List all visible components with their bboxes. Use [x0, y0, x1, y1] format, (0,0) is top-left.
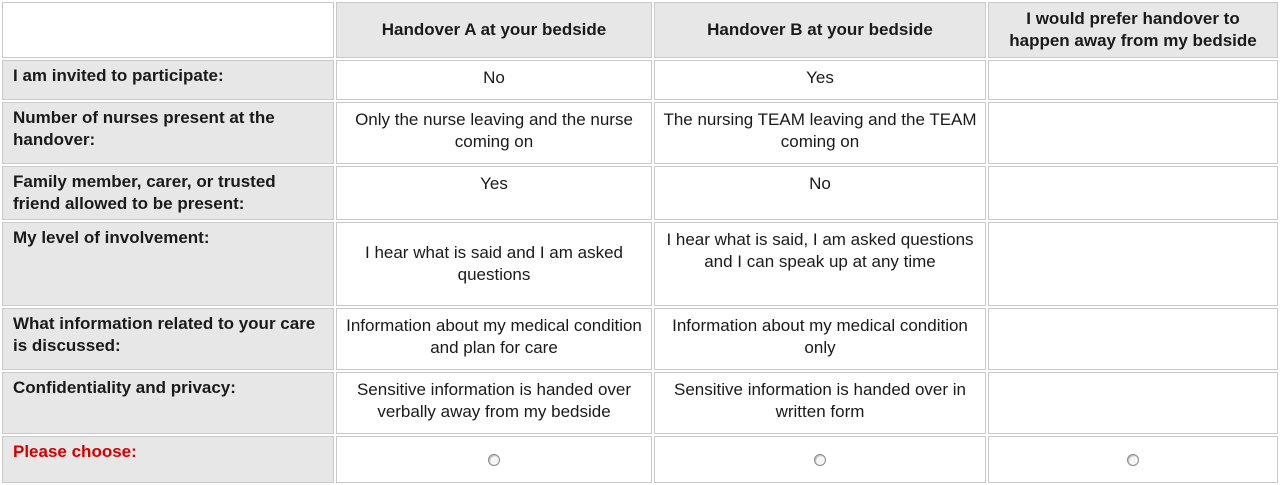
cell-prefer-information [988, 308, 1278, 370]
please-choose-label: Please choose: [2, 436, 334, 483]
row-label-nurses: Number of nurses present at the handover: [2, 102, 334, 164]
choice-cell-a [336, 436, 652, 483]
cell-prefer-nurses [988, 102, 1278, 164]
radio-wrapper-prefer [1113, 442, 1153, 478]
choice-cell-prefer [988, 436, 1278, 483]
cell-prefer-confidentiality [988, 372, 1278, 434]
corner-cell [2, 2, 334, 58]
cell-a-participate: No [336, 60, 652, 100]
cell-prefer-involvement [988, 222, 1278, 306]
cell-a-family: Yes [336, 166, 652, 220]
radio-wrapper-a [474, 442, 514, 478]
column-header-a: Handover A at your bedside [336, 2, 652, 58]
cell-b-participate: Yes [654, 60, 986, 100]
row-label-participate: I am invited to participate: [2, 60, 334, 100]
cell-a-confidentiality: Sensitive information is handed over verbally away from my bedside [336, 372, 652, 434]
cell-a-involvement: I hear what is said and I am asked questions [336, 222, 652, 306]
column-header-b: Handover B at your bedside [654, 2, 986, 58]
cell-a-nurses: Only the nurse leaving and the nurse coming on [336, 102, 652, 164]
cell-b-confidentiality: Sensitive information is handed over in written form [654, 372, 986, 434]
cell-prefer-family [988, 166, 1278, 220]
choice-cell-b [654, 436, 986, 483]
row-label-involvement: My level of involvement: [2, 222, 334, 306]
radio-prefer-away[interactable] [1127, 454, 1139, 466]
cell-b-involvement: I hear what is said, I am asked questions and I can speak up at any time [654, 222, 986, 306]
cell-b-family: No [654, 166, 986, 220]
cell-a-information: Information about my medical condition and plan for care [336, 308, 652, 370]
cell-b-information: Information about my medical condition only [654, 308, 986, 370]
row-label-family: Family member, carer, or trusted friend allowed to be present: [2, 166, 334, 220]
radio-handover-b[interactable] [814, 454, 826, 466]
column-header-prefer-away: I would prefer handover to happen away from my bedside [988, 2, 1278, 58]
radio-handover-a[interactable] [488, 454, 500, 466]
row-label-information: What information related to your care is discussed: [2, 308, 334, 370]
radio-wrapper-b [800, 442, 840, 478]
row-label-confidentiality: Confidentiality and privacy: [2, 372, 334, 434]
cell-b-nurses: The nursing TEAM leaving and the TEAM coming on [654, 102, 986, 164]
cell-prefer-participate [988, 60, 1278, 100]
